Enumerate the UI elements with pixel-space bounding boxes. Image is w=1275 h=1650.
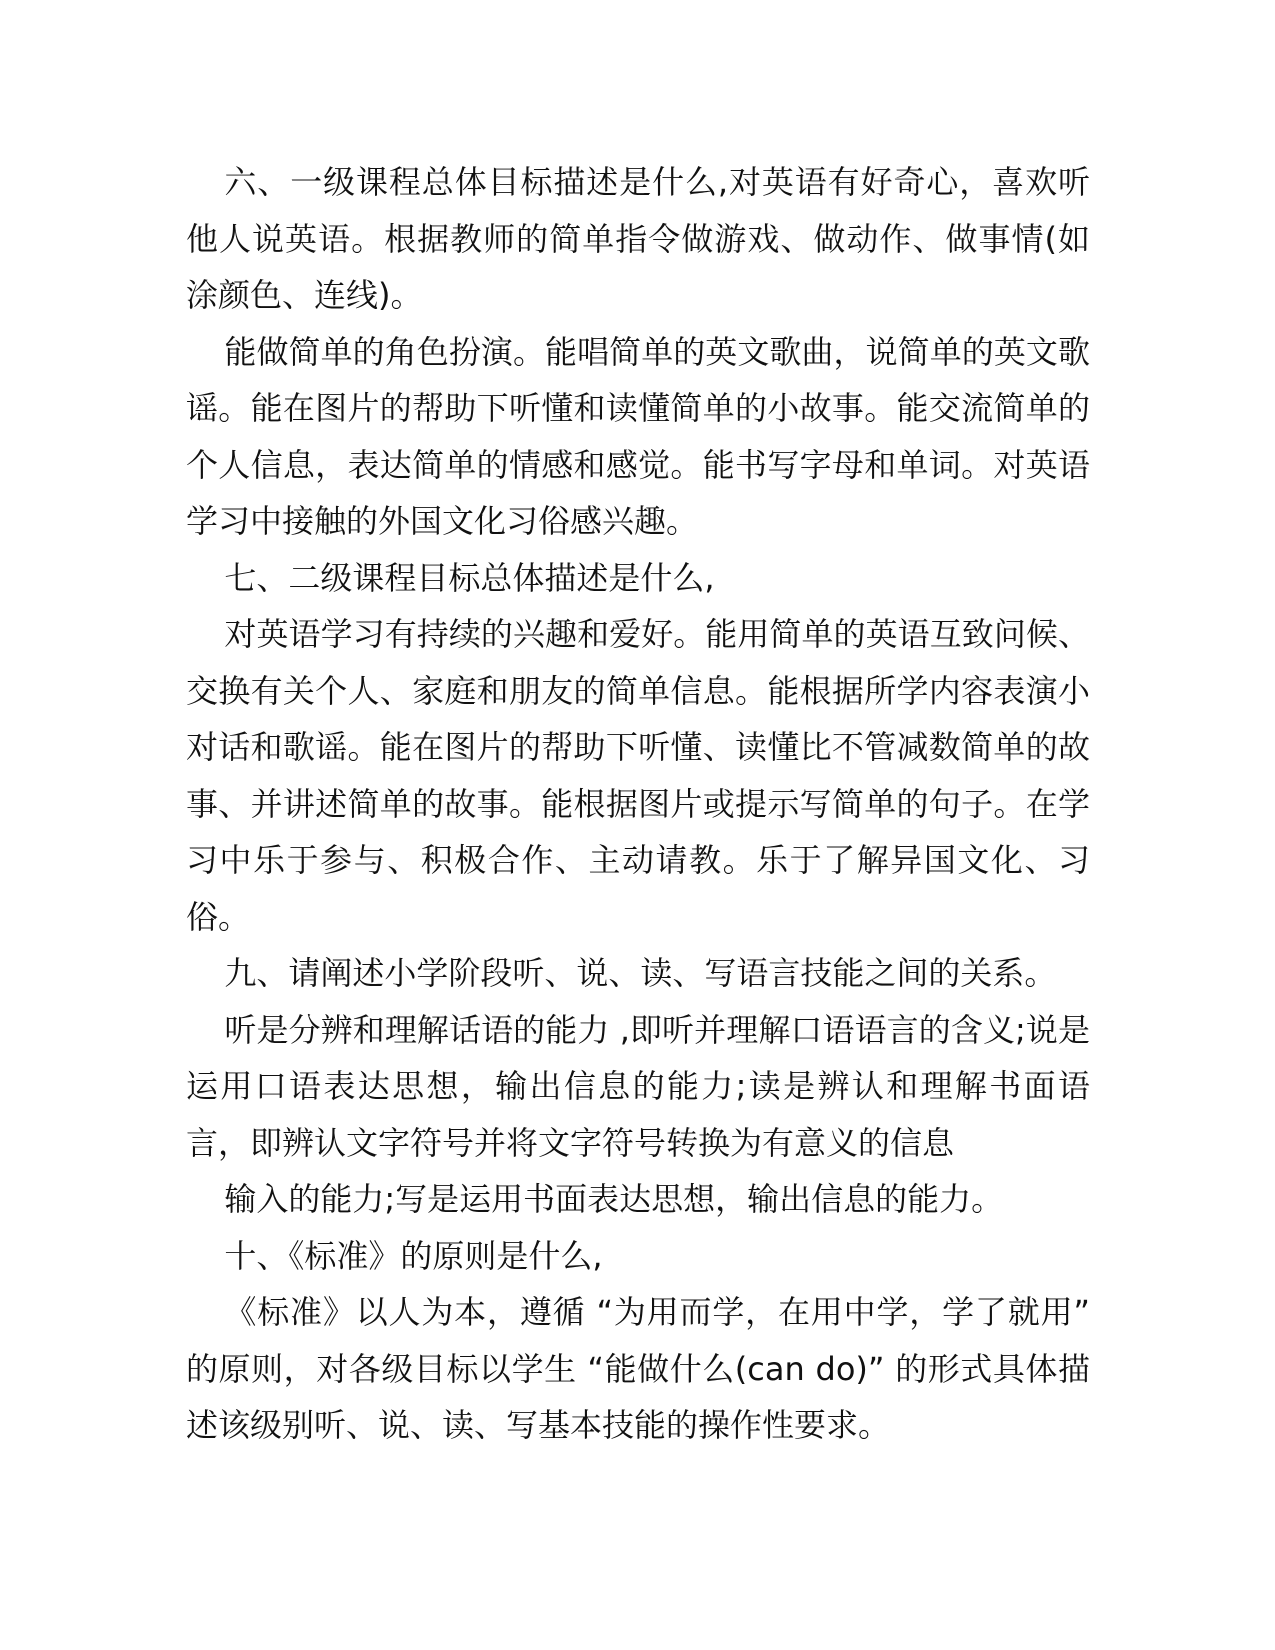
paragraph-skills-definitions: 听是分辨和理解话语的能力 ,即听并理解口语语言的含义;说是运用口语表达思想，输出信息的能力;读是辨认和理解书面语言，即辨认文字符号并将文字符号转换为有意义的信息 [186,1010,1090,1162]
document-body [186,154,1090,1454]
paragraph-level-two-abilities: 对英语学习有持续的兴趣和爱好。能用简单的英语互致问候、交换有关个人、家庭和朋友的简单信息。能根据所学内容表演小对话和歌谣。能在图片的帮助下听懂、读懂比不管减数简单的故事、并讲述简单的故事。能根据图片或提示写简单的句子。在学习中乐于参与、积极合作、主动请教。乐于了解异国文化、习俗。 [186,615,1090,936]
heading-level-two-goals: 七、二级课程目标总体描述是什么, [224,558,715,597]
heading-skills-relationship: 九、请阐述小学阶段听、说、读、写语言技能之间的关系。 [224,954,1057,992]
paragraph-standard-principles: 《标准》以人为本，遵循 “为用而学，在用中学，学了就用” 的原则，对各级目标以学生 “能做什么(can do)” 的形式具体描述该级别听、说、读、写基本技能的操作性要求。 [186,1293,1090,1444]
paragraph-level-one-goals: 六、一级课程总体目标描述是什么,对英语有好奇心，喜欢听他人说英语。根据教师的简单指令做游戏、做动作、做事情(如涂颜色、连线)。 [186,163,1090,314]
paragraph-level-one-abilities: 能做简单的角色扮演。能唱简单的英文歌曲，说简单的英文歌谣。能在图片的帮助下听懂和读懂简单的小故事。能交流简单的个人信息，表达简单的情感和感觉。能书写字母和单词。对英语学习中接触的外国文化习俗感兴趣。 [186,332,1090,540]
heading-standard-principles: 十、《标准》的原则是什么, [224,1236,603,1275]
paragraph-writing-definition: 输入的能力;写是运用书面表达思想，输出信息的能力。 [224,1180,1004,1218]
